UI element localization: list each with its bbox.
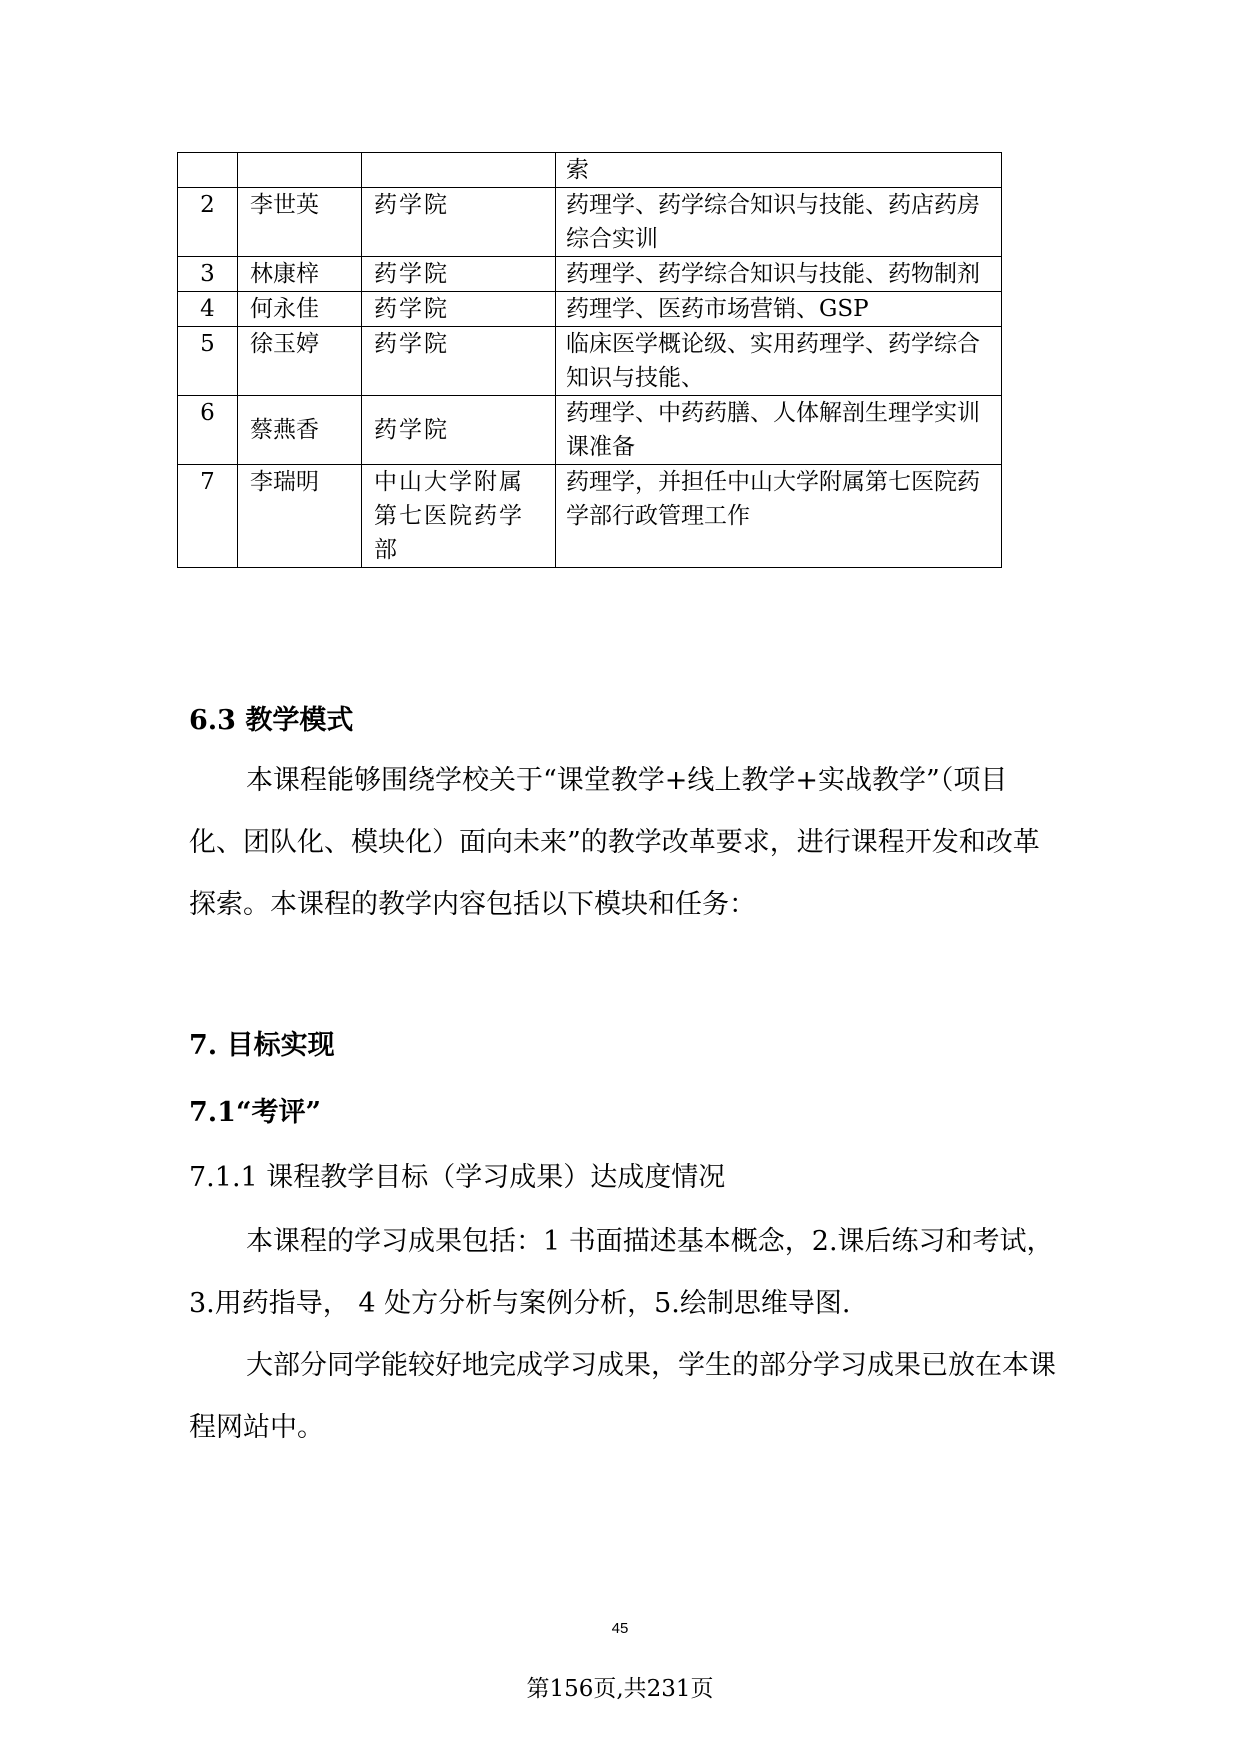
teacher-name: 蔡燕香 bbox=[238, 396, 362, 465]
teacher-unit: 药学院 bbox=[362, 396, 556, 465]
teacher-name: 何永佳 bbox=[238, 292, 362, 327]
teacher-courses: 药理学、中药药膳、人体解剖生理学实训课准备 bbox=[556, 396, 1002, 465]
teacher-courses: 药理学、药学综合知识与技能、药店药房综合实训 bbox=[556, 188, 1002, 257]
section-heading-7-1-1: 7.1.1 课程教学目标（学习成果）达成度情况 bbox=[189, 1162, 726, 1193]
row-number: 3 bbox=[178, 257, 238, 292]
teacher-courses: 临床医学概论级、实用药理学、药学综合知识与技能、 bbox=[556, 327, 1002, 396]
table-row bbox=[178, 292, 1002, 327]
teacher-unit: 药学院 bbox=[362, 292, 556, 327]
row-number: 2 bbox=[178, 188, 238, 257]
paragraph-text: 本课程能够围绕学校关于“课堂教学+线上教学+实战教学”（项目化、团队化、模块化）面向未来”的教学改革要求，进行课程开发和改革探索。本课程的教学内容包括以下模块和任务： bbox=[189, 765, 1040, 920]
table-row bbox=[178, 465, 1002, 568]
table-row bbox=[178, 396, 1002, 465]
paragraph-text: 本课程的学习成果包括：1 书面描述基本概念，2.课后练习和考试，3.用药指导， 4 处方分析与案例分析，5.绘制思维导图. bbox=[189, 1226, 1054, 1319]
paragraph-text: 大部分同学能较好地完成学习成果，学生的部分学习成果已放在本课程网站中。 bbox=[189, 1350, 1056, 1443]
row-number: 5 bbox=[178, 327, 238, 396]
page-of-total: 第156页,共231页 bbox=[526, 1676, 714, 1702]
page-number: 45 bbox=[611, 1620, 629, 1637]
paragraph-teaching-mode bbox=[189, 750, 1059, 936]
teacher-name bbox=[238, 153, 362, 188]
teacher-courses: 药理学、药学综合知识与技能、药物制剂 bbox=[556, 257, 1002, 292]
teacher-name: 李瑞明 bbox=[238, 465, 362, 568]
section-heading-7-1: 7.1“考评” bbox=[189, 1097, 322, 1128]
table-row bbox=[178, 153, 1002, 188]
paragraph-achievement bbox=[189, 1335, 1059, 1459]
section-heading-6-3: 6.3 教学模式 bbox=[189, 705, 354, 736]
row-number: 7 bbox=[178, 465, 238, 568]
table-row bbox=[178, 257, 1002, 292]
table-row bbox=[178, 188, 1002, 257]
teacher-unit: 药学院 bbox=[362, 257, 556, 292]
teacher-unit: 药学院 bbox=[362, 188, 556, 257]
teacher-name: 李世英 bbox=[238, 188, 362, 257]
teacher-unit: 药学院 bbox=[362, 327, 556, 396]
table-row bbox=[178, 327, 1002, 396]
teacher-name: 林康梓 bbox=[238, 257, 362, 292]
section-heading-7: 7. 目标实现 bbox=[189, 1030, 335, 1061]
teacher-courses: 药理学，并担任中山大学附属第七医院药学部行政管理工作 bbox=[556, 465, 1002, 568]
teacher-table bbox=[177, 152, 1002, 568]
teacher-unit bbox=[362, 153, 556, 188]
row-number: 6 bbox=[178, 396, 238, 465]
teacher-unit: 中山大学附属第七医院药学部 bbox=[362, 465, 556, 568]
paragraph-learning-outcomes bbox=[189, 1211, 1059, 1335]
teacher-courses: 索 bbox=[556, 153, 1002, 188]
teacher-name: 徐玉婷 bbox=[238, 327, 362, 396]
teacher-courses: 药理学、医药市场营销、GSP bbox=[556, 292, 1002, 327]
row-number bbox=[178, 153, 238, 188]
row-number: 4 bbox=[178, 292, 238, 327]
